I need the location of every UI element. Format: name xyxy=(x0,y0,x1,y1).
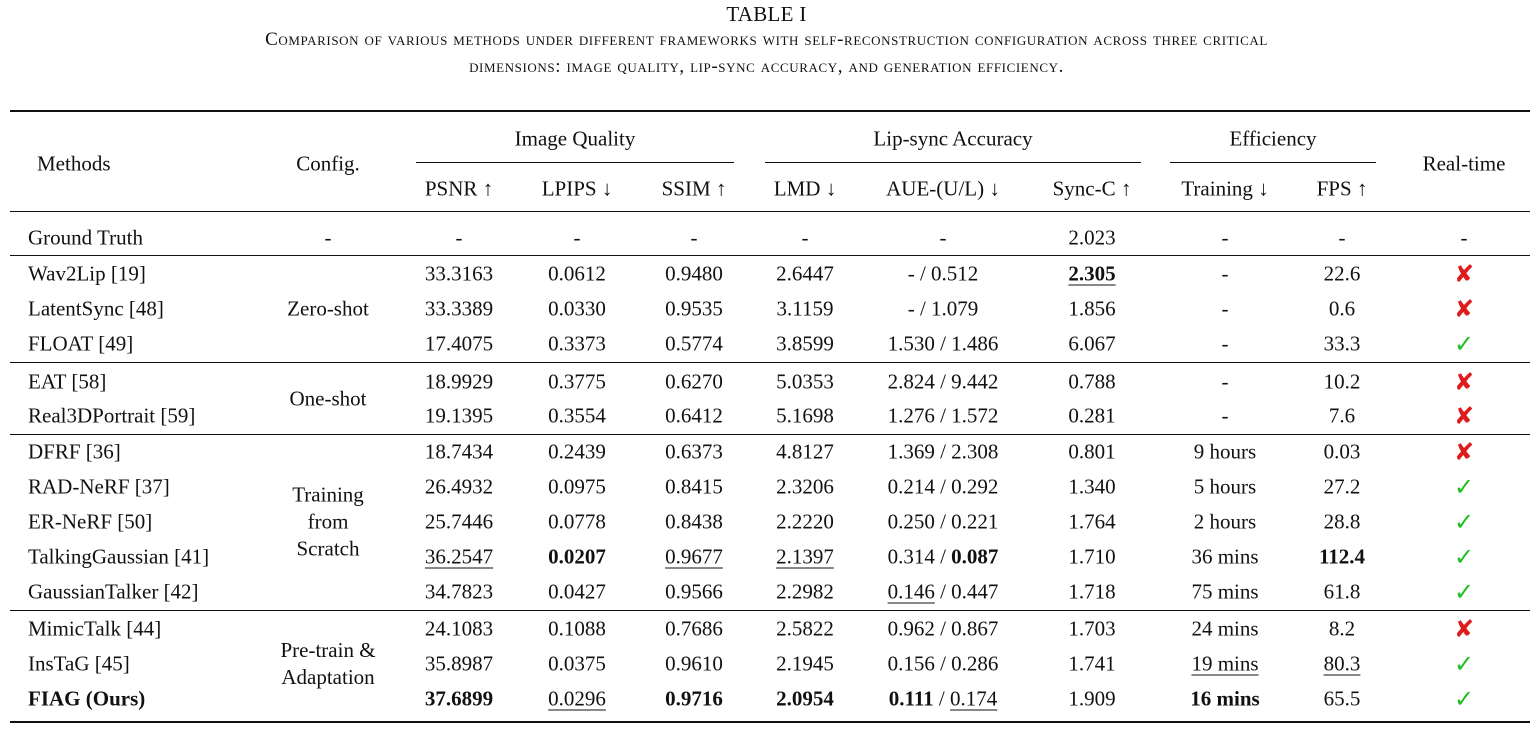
cell-psnr: 37.6899 xyxy=(424,686,494,711)
cell-psnr: 25.7446 xyxy=(424,509,494,534)
cell-train: 36 mins xyxy=(1191,544,1259,569)
cell-aue xyxy=(907,296,979,321)
aue-upper: 0.962 xyxy=(887,616,935,641)
cell-lmd: 3.1159 xyxy=(776,296,834,321)
config-label xyxy=(292,482,364,563)
aue-upper: 2.824 xyxy=(887,369,935,394)
cell-lmd: 2.1397 xyxy=(776,544,834,569)
config-label xyxy=(280,637,375,691)
aue-lower: 0.512 xyxy=(931,261,979,286)
aue-upper: 1.276 xyxy=(887,403,935,428)
cell-fps: 22.6 xyxy=(1323,261,1361,286)
cell-lmd: 3.8599 xyxy=(776,331,834,356)
check-icon: ✓ xyxy=(1453,580,1475,606)
check-icon: ✓ xyxy=(1453,545,1475,571)
aue-lower: 0.286 xyxy=(951,651,999,676)
aue-separator: / xyxy=(934,544,952,569)
cell-train: 24 mins xyxy=(1191,616,1259,641)
aue-upper: - xyxy=(907,261,915,286)
cell-lpips: 0.0975 xyxy=(548,474,606,499)
cross-icon: ✘ xyxy=(1453,404,1475,430)
table-label: TABLE I xyxy=(726,2,807,26)
aue-separator: / xyxy=(934,579,952,604)
cell-psnr: 33.3163 xyxy=(424,261,494,286)
cell-lpips: 0.0296 xyxy=(548,686,606,711)
config-label-line: Adaptation xyxy=(281,665,375,689)
cross-icon: ✘ xyxy=(1453,617,1475,643)
header-group-lipsync-accuracy: Lip-sync Accuracy xyxy=(873,126,1033,151)
cell-fps: 7.6 xyxy=(1328,403,1356,428)
cell-fps: 33.3 xyxy=(1323,331,1361,356)
aue-lower: 0.221 xyxy=(951,509,999,534)
cell-lpips: 0.3554 xyxy=(548,403,606,428)
cell-ssim: 0.9610 xyxy=(665,651,723,676)
lipsync-rule xyxy=(765,162,1141,163)
config-label-line: Zero-shot xyxy=(287,296,369,321)
cross-icon: ✘ xyxy=(1453,262,1475,288)
cross-icon: ✘ xyxy=(1453,370,1475,396)
cell-lmd: 2.2220 xyxy=(776,509,834,534)
method-name: LatentSync [48] xyxy=(28,296,164,321)
method-name: InsTaG [45] xyxy=(28,651,130,676)
method-name: GaussianTalker [42] xyxy=(28,579,199,604)
cell-fps: 8.2 xyxy=(1328,616,1356,641)
aue-upper: 1.530 xyxy=(887,331,935,356)
cell-train: - xyxy=(1221,403,1229,428)
header-rule xyxy=(10,211,1530,212)
method-name: FLOAT [49] xyxy=(28,331,134,356)
cell-psnr: 33.3389 xyxy=(424,296,494,321)
cell-sync: 6.067 xyxy=(1068,331,1116,356)
gt-rt: - xyxy=(1460,225,1468,250)
cell-aue xyxy=(887,403,999,428)
cell-lmd: 2.6447 xyxy=(776,261,834,286)
aue-separator: / xyxy=(934,439,952,464)
cell-psnr: 24.1083 xyxy=(424,616,494,641)
cell-lpips: 0.0427 xyxy=(548,579,606,604)
aue-upper: 0.111 xyxy=(888,686,934,711)
cell-fps: 61.8 xyxy=(1323,579,1361,604)
cell-aue xyxy=(887,616,999,641)
cell-sync: 0.281 xyxy=(1068,403,1116,428)
aue-lower: 0.292 xyxy=(951,474,999,499)
cross-icon: ✘ xyxy=(1453,440,1475,466)
cross-icon: ✘ xyxy=(1453,297,1475,323)
cell-lmd: 5.1698 xyxy=(776,403,834,428)
cell-aue xyxy=(887,651,999,676)
cell-lpips: 0.3775 xyxy=(548,369,606,394)
header-col-aue: AUE-(U/L) ↓ xyxy=(886,176,1000,201)
cell-fps: 28.8 xyxy=(1323,509,1361,534)
method-name: Real3DPortrait [59] xyxy=(28,403,196,428)
cell-aue xyxy=(907,261,979,286)
cell-lpips: 0.3373 xyxy=(548,331,606,356)
cell-train: 75 mins xyxy=(1191,579,1259,604)
table-caption-line-1: Comparison of various methods under different frameworks with self-reconstruction configuration across three critical xyxy=(265,29,1268,50)
cell-train: 2 hours xyxy=(1193,509,1257,534)
cell-train: - xyxy=(1221,369,1229,394)
header-col-train: Training ↓ xyxy=(1181,176,1269,201)
cell-lpips: 0.0330 xyxy=(548,296,606,321)
cell-sync: 1.856 xyxy=(1068,296,1116,321)
cell-sync: 1.741 xyxy=(1068,651,1116,676)
cell-sync: 0.801 xyxy=(1068,439,1116,464)
aue-upper: 0.250 xyxy=(887,509,935,534)
cell-lpips: 0.2439 xyxy=(548,439,606,464)
cell-aue xyxy=(887,474,999,499)
aue-lower: 0.867 xyxy=(951,616,999,641)
cell-lpips: 0.1088 xyxy=(548,616,606,641)
config-label-line: Pre-train & xyxy=(280,638,376,662)
check-icon: ✓ xyxy=(1453,510,1475,536)
header-col-sync: Sync-C ↑ xyxy=(1052,176,1132,201)
header-col-lpips: LPIPS ↓ xyxy=(541,176,613,201)
gt-psnr: - xyxy=(455,225,463,250)
cell-aue xyxy=(888,686,998,711)
cell-ssim: 0.9716 xyxy=(665,686,723,711)
cell-ssim: 0.9535 xyxy=(665,296,723,321)
bottom-rule xyxy=(10,721,1530,723)
cell-lpips: 0.0612 xyxy=(548,261,606,286)
header-col-lmd: LMD ↓ xyxy=(773,176,837,201)
cell-aue xyxy=(887,439,999,464)
cell-aue xyxy=(887,544,999,569)
aue-separator: / xyxy=(934,616,952,641)
top-rule xyxy=(10,110,1530,112)
method-name: EAT [58] xyxy=(28,369,107,394)
cell-ssim: 0.5774 xyxy=(665,331,723,356)
gt-sync: 2.023 xyxy=(1068,225,1116,250)
cell-fps: 10.2 xyxy=(1323,369,1361,394)
aue-upper: - xyxy=(907,296,915,321)
cell-ssim: 0.9677 xyxy=(665,544,723,569)
aue-separator: / xyxy=(934,509,952,534)
cell-lmd: 2.5822 xyxy=(776,616,834,641)
cell-fps: 0.03 xyxy=(1323,439,1361,464)
header-col-psnr: PSNR ↑ xyxy=(424,176,494,201)
gt-aue: - xyxy=(939,225,947,250)
aue-upper: 0.156 xyxy=(887,651,935,676)
cell-aue xyxy=(887,331,999,356)
config-label-line: Scratch xyxy=(296,536,360,561)
group-divider xyxy=(10,434,1530,435)
config-label-line: One-shot xyxy=(289,386,367,411)
cell-psnr: 19.1395 xyxy=(424,403,494,428)
cell-sync: 1.764 xyxy=(1068,509,1116,534)
aue-upper: 1.369 xyxy=(887,439,935,464)
cell-fps: 80.3 xyxy=(1323,651,1361,676)
gt-ssim: - xyxy=(690,225,698,250)
header-group-image-quality: Image Quality xyxy=(514,126,636,151)
config-label xyxy=(290,386,367,413)
aue-separator: / xyxy=(934,331,952,356)
config-label xyxy=(287,296,369,323)
aue-lower: 2.308 xyxy=(951,439,999,464)
cell-aue xyxy=(887,579,999,604)
method-name: DFRF [36] xyxy=(28,439,121,464)
aue-lower: 0.174 xyxy=(950,686,998,711)
method-name: Wav2Lip [19] xyxy=(28,261,146,286)
cell-psnr: 18.7434 xyxy=(424,439,494,464)
header-group-efficiency: Efficiency xyxy=(1229,126,1317,151)
aue-lower: 0.087 xyxy=(951,544,999,569)
cell-train: - xyxy=(1221,331,1229,356)
cell-lpips: 0.0207 xyxy=(548,544,606,569)
cell-sync: 1.710 xyxy=(1068,544,1116,569)
gt-lpips: - xyxy=(573,225,581,250)
gt-lmd: - xyxy=(801,225,809,250)
cell-lmd: 5.0353 xyxy=(776,369,834,394)
cell-fps: 65.5 xyxy=(1323,686,1361,711)
cell-fps: 0.6 xyxy=(1328,296,1356,321)
cell-ssim: 0.6412 xyxy=(665,403,723,428)
cell-psnr: 26.4932 xyxy=(424,474,494,499)
cell-sync: 1.909 xyxy=(1068,686,1116,711)
check-icon: ✓ xyxy=(1453,475,1475,501)
cell-train: 5 hours xyxy=(1193,474,1257,499)
cell-ssim: 0.9480 xyxy=(665,261,723,286)
cell-sync: 2.305 xyxy=(1068,261,1116,286)
cell-train: 16 mins xyxy=(1190,686,1260,711)
aue-separator: / xyxy=(933,686,951,711)
method-name: MimicTalk [44] xyxy=(28,616,162,641)
cell-fps: 27.2 xyxy=(1323,474,1361,499)
aue-separator: / xyxy=(934,369,952,394)
cell-ssim: 0.6373 xyxy=(665,439,723,464)
cell-psnr: 35.8987 xyxy=(424,651,494,676)
aue-separator: / xyxy=(934,474,952,499)
method-name: FIAG (Ours) xyxy=(28,686,146,711)
cell-sync: 1.703 xyxy=(1068,616,1116,641)
cell-aue xyxy=(887,509,999,534)
aue-lower: 1.572 xyxy=(951,403,999,428)
table-caption-line-2: dimensions: image quality, lip-sync accuracy, and generation efficiency. xyxy=(469,56,1064,77)
aue-separator: / xyxy=(934,651,952,676)
aue-upper: 0.146 xyxy=(887,579,935,604)
cell-lmd: 2.1945 xyxy=(776,651,834,676)
header-config: Config. xyxy=(296,151,360,176)
cell-sync: 1.718 xyxy=(1068,579,1116,604)
cell-psnr: 36.2547 xyxy=(424,544,494,569)
aue-upper: 0.314 xyxy=(887,544,935,569)
cell-sync: 0.788 xyxy=(1068,369,1116,394)
cell-fps: 112.4 xyxy=(1318,544,1366,569)
cell-lmd: 2.2982 xyxy=(776,579,834,604)
cell-lpips: 0.0375 xyxy=(548,651,606,676)
header-col-fps: FPS ↑ xyxy=(1316,176,1368,201)
aue-separator: / xyxy=(934,403,952,428)
cell-lmd: 4.8127 xyxy=(776,439,834,464)
check-icon: ✓ xyxy=(1453,652,1475,678)
cell-train: 9 hours xyxy=(1193,439,1257,464)
cell-psnr: 34.7823 xyxy=(424,579,494,604)
group-divider xyxy=(10,255,1530,256)
efficiency-rule xyxy=(1170,162,1376,163)
gt-method: Ground Truth xyxy=(28,225,143,250)
cell-ssim: 0.6270 xyxy=(665,369,723,394)
header-realtime: Real-time xyxy=(1422,151,1506,176)
gt-config: - xyxy=(324,225,332,250)
aue-lower: 1.079 xyxy=(931,296,979,321)
cell-ssim: 0.8438 xyxy=(665,509,723,534)
cell-ssim: 0.8415 xyxy=(665,474,723,499)
group-divider xyxy=(10,610,1530,611)
aue-lower: 0.447 xyxy=(951,579,999,604)
cell-lpips: 0.0778 xyxy=(548,509,606,534)
cell-psnr: 17.4075 xyxy=(424,331,494,356)
image-quality-rule xyxy=(416,162,734,163)
aue-separator: / xyxy=(914,261,932,286)
config-label-line: Training xyxy=(292,482,364,507)
gt-train: - xyxy=(1221,225,1229,250)
check-icon: ✓ xyxy=(1453,332,1475,358)
cell-ssim: 0.9566 xyxy=(665,579,723,604)
cell-aue xyxy=(887,369,999,394)
cell-train: 19 mins xyxy=(1191,651,1259,676)
cell-ssim: 0.7686 xyxy=(665,616,723,641)
config-label-line: from xyxy=(307,509,349,534)
group-divider xyxy=(10,362,1530,363)
cell-train: - xyxy=(1221,261,1229,286)
aue-lower: 9.442 xyxy=(951,369,999,394)
method-name: RAD-NeRF [37] xyxy=(28,474,170,499)
cell-psnr: 18.9929 xyxy=(424,369,494,394)
cell-lmd: 2.0954 xyxy=(776,686,834,711)
cell-lmd: 2.3206 xyxy=(776,474,834,499)
cell-train: - xyxy=(1221,296,1229,321)
cell-sync: 1.340 xyxy=(1068,474,1116,499)
gt-fps: - xyxy=(1338,225,1346,250)
header-col-ssim: SSIM ↑ xyxy=(661,176,727,201)
method-name: ER-NeRF [50] xyxy=(28,509,153,534)
method-name: TalkingGaussian [41] xyxy=(28,544,210,569)
aue-upper: 0.214 xyxy=(887,474,935,499)
aue-separator: / xyxy=(914,296,932,321)
check-icon: ✓ xyxy=(1453,687,1475,713)
header-methods: Methods xyxy=(37,151,111,176)
aue-lower: 1.486 xyxy=(951,331,999,356)
